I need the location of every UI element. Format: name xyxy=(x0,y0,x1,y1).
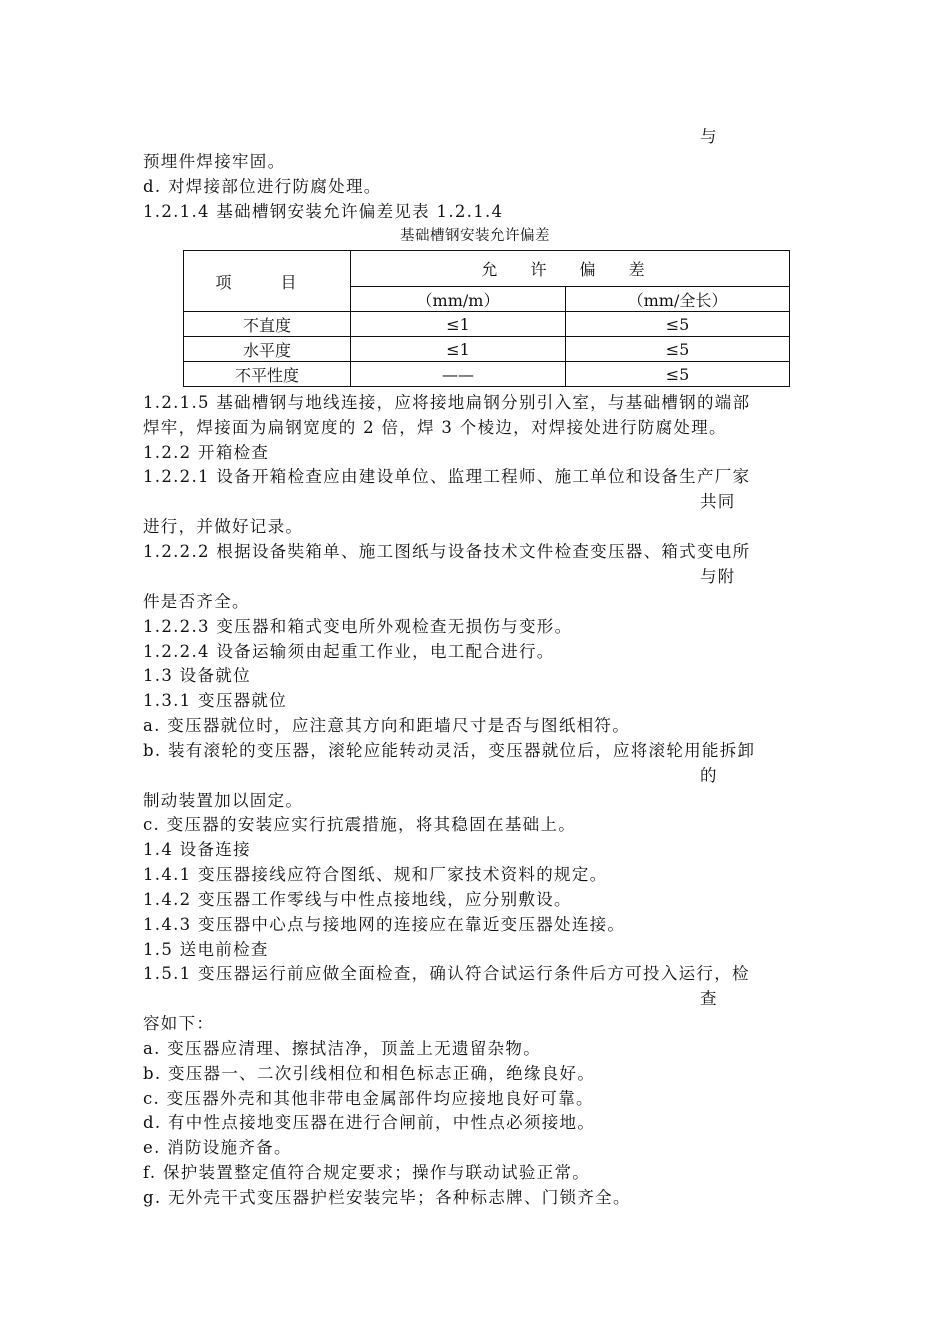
table-row xyxy=(184,337,790,362)
paragraph-line: 1.5.1 变压器运行前应做全面检查，确认符合试运行条件后方可投入运行，检 xyxy=(143,964,750,983)
deviation-table xyxy=(183,250,790,387)
paragraph-line: 1.2.2.3 变压器和箱式变电所外观检查无损伤与变形。 xyxy=(143,617,573,636)
paragraph-line: d. 对焊接部位进行防腐处理。 xyxy=(143,177,382,196)
paragraph-line: 1.2.2.1 设备开箱检查应由建设单位、监理工程师、施工单位和设备生产厂家 xyxy=(143,467,751,486)
paragraph-line: 件是否齐全。 xyxy=(143,592,250,611)
row-total: ≤5 xyxy=(566,362,790,387)
continuation-right: 与 xyxy=(700,127,718,146)
section-heading: 1.2.2 开箱检查 xyxy=(143,443,270,462)
paragraph-line: 1.2.1.4 基础槽钢安装允许偏差见表 1.2.1.4 xyxy=(143,202,504,221)
table-row xyxy=(184,362,790,387)
table-caption: 基础槽钢安装允许偏差 xyxy=(400,228,550,244)
continuation-right: 与附 xyxy=(700,567,736,586)
section-heading: 1.5 送电前检查 xyxy=(143,940,269,959)
paragraph-line: 1.4.2 变压器工作零线与中性点接地线，应分别敷设。 xyxy=(143,890,572,909)
row-per-m: ≤1 xyxy=(351,312,566,337)
row-item: 不平性度 xyxy=(184,362,351,387)
header-unit-per-m: （mm/m） xyxy=(351,287,566,312)
paragraph-line: 1.2.2.2 根据设备奘箱单、施工图纸与设备技术文件检查变压器、箱式变电所 xyxy=(143,542,751,561)
section-heading: 1.3 设备就位 xyxy=(143,666,251,685)
paragraph-line: 进行，并做好记录。 xyxy=(143,517,304,536)
header-group: 允 许 偏 差 xyxy=(351,251,790,287)
paragraph-line: 制动装置加以固定。 xyxy=(143,791,304,810)
paragraph-line: 容如下： xyxy=(143,1014,215,1033)
paragraph-line: 预埋件焊接牢固。 xyxy=(143,152,286,171)
row-per-m: —— xyxy=(351,362,566,387)
row-item: 不直度 xyxy=(184,312,351,337)
list-item: e. 消防设施齐备。 xyxy=(143,1138,292,1157)
row-item: 水平度 xyxy=(184,337,351,362)
paragraph-line: 焊牢，焊接面为扁钢宽度的 2 倍，焊 3 个棱边，对焊接处进行防腐处理。 xyxy=(143,418,727,437)
header-unit-total: （mm/全长） xyxy=(566,287,790,312)
row-total: ≤5 xyxy=(566,337,790,362)
row-per-m: ≤1 xyxy=(351,337,566,362)
table-row xyxy=(184,312,790,337)
paragraph-line: 1.4.1 变压器接线应符合图纸、规和厂家技术资料的规定。 xyxy=(143,865,608,884)
paragraph-line: a. 变压器就位时，应注意其方向和距墙尺寸是否与图纸相符。 xyxy=(143,716,631,735)
list-item: c. 变压器外壳和其他非带电金属部件均应接地良好可靠。 xyxy=(143,1089,594,1108)
continuation-right: 共同 xyxy=(700,492,736,511)
paragraph-line: c. 变压器的安装应实行抗震措施，将其稳固在基础上。 xyxy=(143,815,577,834)
header-item: 项 目 xyxy=(184,251,351,312)
section-heading: 1.3.1 变压器就位 xyxy=(143,691,288,710)
section-heading: 1.4 设备连接 xyxy=(143,840,251,859)
list-item: f. 保护装置整定值符合规定要求；操作与联动试验正常。 xyxy=(143,1163,591,1182)
continuation-right: 的 xyxy=(700,766,718,785)
paragraph-line: 1.4.3 变压器中心点与接地网的连接应在靠近变压器处连接。 xyxy=(143,915,626,934)
paragraph-line: 1.2.1.5 基础槽钢与地线连接，应将接地扁钢分别引入室，与基础槽钢的端部 xyxy=(143,393,751,412)
list-item: b. 变压器一、二次引线相位和相色标志正确，绝缘良好。 xyxy=(143,1064,596,1083)
paragraph-line: 1.2.2.4 设备运输须由起重工作业，电工配合进行。 xyxy=(143,642,555,661)
list-item: g. 无外壳干式变压器护栏安装完毕；各种标志牌、门锁齐全。 xyxy=(143,1188,631,1207)
list-item: d. 有中性点接地变压器在进行合闸前，中性点必须接地。 xyxy=(143,1113,596,1132)
row-total: ≤5 xyxy=(566,312,790,337)
continuation-right: 查 xyxy=(700,989,718,1008)
list-item: a. 变压器应清理、擦拭洁净，顶盖上无遗留杂物。 xyxy=(143,1039,542,1058)
paragraph-line: b. 装有滚轮的变压器，滚轮应能转动灵活，变压器就位后，应将滚轮用能拆卸 xyxy=(143,741,756,760)
